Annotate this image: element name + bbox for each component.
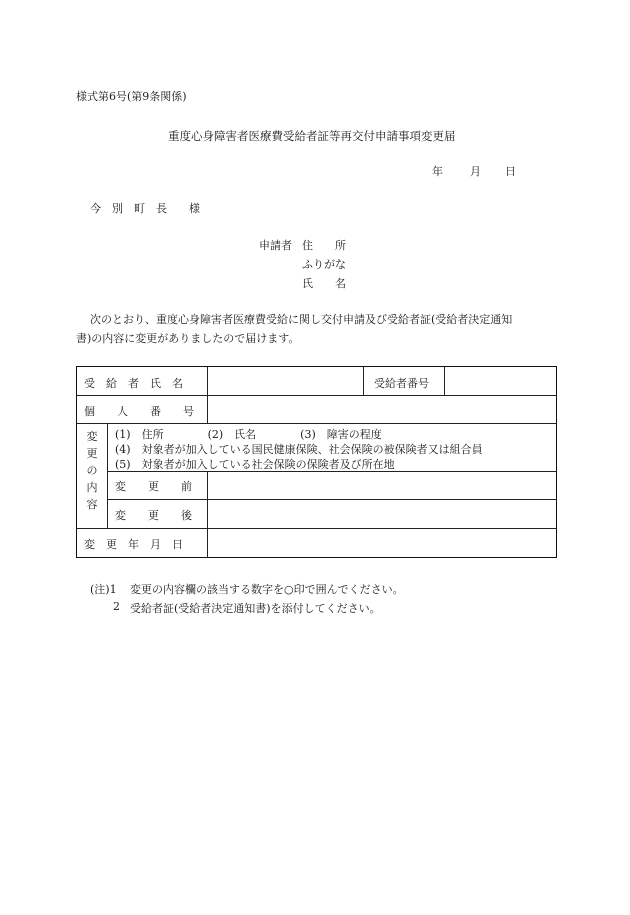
personal-number-field[interactable] [208, 396, 554, 422]
note-1: 変更の内容欄の該当する数字を○印で囲んでください。 [130, 583, 404, 596]
recipient-number-field[interactable] [445, 368, 555, 394]
change-content-label [77, 428, 107, 513]
applicant-label: 申請者 [259, 239, 292, 252]
applicant-address-label: 住 所 [302, 239, 346, 252]
table-divider [107, 423, 108, 528]
recipient-number-label: 受給者番号 [374, 377, 429, 390]
change-date-label: 変 更 年 月 日 [84, 538, 183, 551]
change-date-field[interactable] [208, 529, 554, 556]
note-2-prefix: 2 [113, 600, 120, 613]
change-option-line-1[interactable]: (1) 住所 (2) 氏名 (3) 障害の程度 [115, 428, 382, 441]
page-title: 重度心身障害者医療費受給者証等再交付申請事項変更届 [168, 129, 456, 143]
change-notification-table [76, 366, 557, 558]
note-2: 受給者証(受給者決定通知書)を添付してください。 [130, 602, 381, 615]
change-content-char: 変 [86, 430, 98, 443]
change-option-line-3[interactable]: (5) 対象者が加入している社会保険の保険者及び所在地 [115, 458, 395, 471]
date-month-label: 月 [470, 165, 481, 178]
recipient-name-field[interactable] [208, 368, 362, 394]
applicant-name-label: 氏 名 [302, 277, 346, 290]
after-change-label: 変 更 後 [115, 509, 192, 522]
date-day-label: 日 [505, 165, 516, 178]
table-divider [77, 423, 556, 424]
after-change-field[interactable] [208, 500, 554, 527]
personal-number-label: 個 人 番 号 [84, 405, 194, 418]
change-content-char: 更 [86, 447, 98, 460]
change-content-char: 容 [86, 498, 98, 511]
body-text-line-2: 書)の内容に変更がありましたので届けます。 [76, 332, 300, 345]
before-change-label: 変 更 前 [115, 480, 192, 493]
change-option-line-2[interactable]: (4) 対象者が加入している国民健康保険、社会保険の被保険者又は組合員 [115, 443, 483, 456]
applicant-furigana-label: ふりがな [302, 258, 346, 271]
addressee: 今 別 町 長 様 [90, 202, 200, 215]
note-1-prefix: (注)1 [90, 583, 117, 596]
recipient-name-label: 受 給 者 氏 名 [84, 377, 183, 390]
before-change-field[interactable] [208, 472, 554, 498]
table-divider [363, 367, 364, 395]
date-year-label: 年 [432, 165, 443, 178]
body-text-line-1: 次のとおり、重度心身障害者医療費受給に関し交付申請及び受給者証(受給者決定通知 [90, 313, 513, 326]
form-number: 様式第6号(第9条関係) [76, 90, 187, 103]
change-content-char: の [86, 464, 98, 477]
change-content-char: 内 [86, 481, 98, 494]
